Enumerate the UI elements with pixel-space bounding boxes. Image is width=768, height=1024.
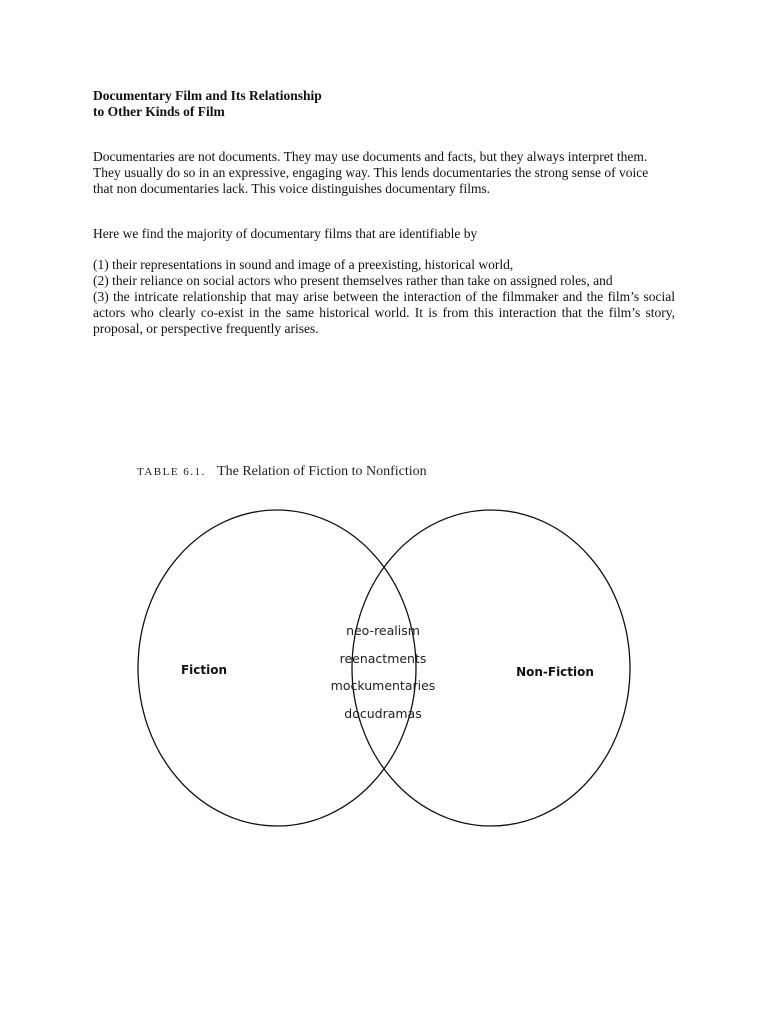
criteria-item-2: (2) their reliance on social actors who present themselves rather than take on assigned roles, and bbox=[93, 273, 613, 288]
intro-line-1: Documentaries are not documents. They may use documents and facts, but they always interpret them. bbox=[93, 149, 648, 164]
intro-paragraph bbox=[93, 149, 675, 197]
title-line-2: to Other Kinds of Film bbox=[93, 104, 225, 119]
title-line-1: Documentary Film and Its Relationship bbox=[93, 88, 322, 103]
fiction-circle bbox=[138, 510, 416, 826]
overlap-item: docudramas bbox=[344, 706, 422, 721]
page-title bbox=[93, 88, 693, 120]
criteria-item-3: (3) the intricate relationship that may arise between the interaction of the filmmaker and the film’s social actors who clearly co-exist in the same historical world. It is from this interaction that the film’s story, proposal, or perspective frequently arises. bbox=[93, 289, 675, 336]
overlap-item: mockumentaries bbox=[330, 678, 436, 693]
figure-caption bbox=[137, 463, 427, 481]
criteria-item-1: (1) their representations in sound and image of a preexisting, historical world, bbox=[93, 257, 514, 272]
caption-text: The Relation of Fiction to Nonfiction bbox=[217, 464, 427, 479]
overlap-item: reenactments bbox=[339, 651, 427, 666]
criteria-list bbox=[93, 257, 675, 337]
lead-sentence: Here we find the majority of documentary films that are identifiable by bbox=[93, 226, 478, 241]
non-fiction-label: Non-Fiction bbox=[516, 665, 594, 679]
intro-line-2: They usually do so in an expressive, engaging way. This lends documentaries the strong sense of voice bbox=[93, 165, 649, 180]
non-fiction-circle bbox=[352, 510, 630, 826]
caption-label: TABLE 6.1. bbox=[137, 466, 206, 478]
fiction-label: Fiction bbox=[180, 663, 228, 677]
intro-line-3: that non documentaries lack. This voice distinguishes documentary films. bbox=[93, 181, 491, 196]
overlap-item: neo-realism bbox=[346, 623, 420, 638]
